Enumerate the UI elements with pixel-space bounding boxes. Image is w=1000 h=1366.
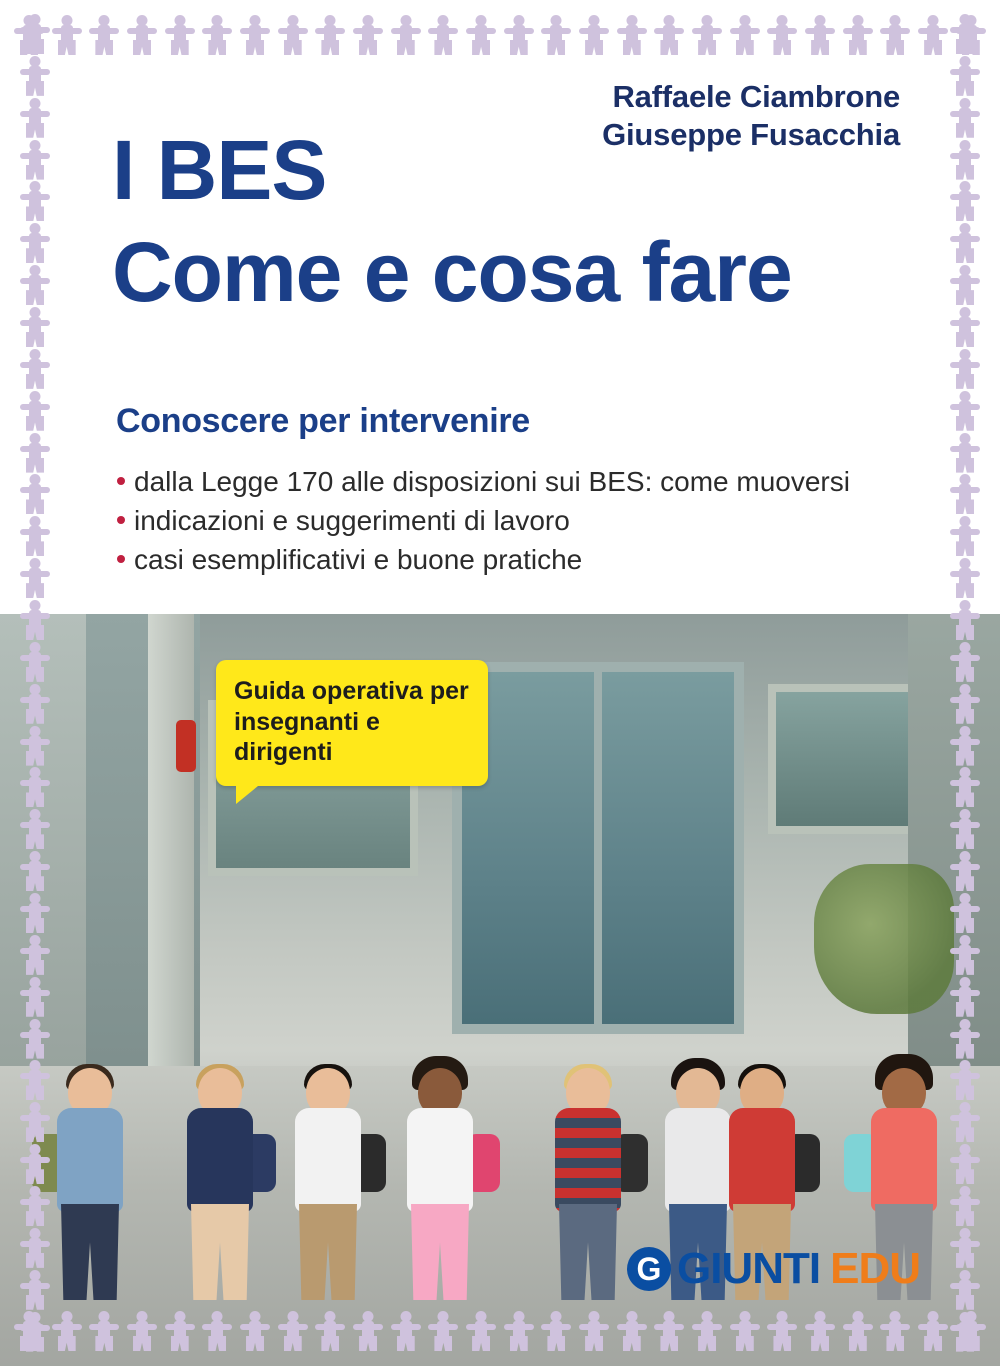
list-item: dalla Legge 170 alle disposizioni sui BES: come muoversi xyxy=(116,463,916,500)
school-entrance-door xyxy=(452,662,744,1034)
callout-line-1: Guida operativa per xyxy=(234,677,469,705)
school-pillar xyxy=(148,614,194,1084)
list-item: indicazioni e suggerimenti di lavoro xyxy=(116,502,916,539)
school-ground xyxy=(0,1066,1000,1366)
torso xyxy=(187,1108,253,1212)
publisher-logo xyxy=(627,1244,920,1294)
foliage xyxy=(814,864,954,1014)
book-subtitle: Conoscere per intervenire xyxy=(116,402,530,440)
author-name-1: Raffaele Ciambrone xyxy=(612,79,900,114)
torso xyxy=(407,1108,473,1212)
school-wall-right xyxy=(908,614,1000,1084)
torso xyxy=(57,1108,123,1212)
callout-badge xyxy=(216,660,488,786)
torso xyxy=(871,1108,937,1212)
torso xyxy=(729,1108,795,1212)
torso xyxy=(665,1108,731,1212)
title-line-2: Come e cosa fare xyxy=(112,225,792,319)
giunti-logo-icon: G xyxy=(627,1247,671,1291)
title-line-1: I BES xyxy=(112,123,327,217)
torso xyxy=(555,1108,621,1212)
fire-extinguisher-icon xyxy=(176,720,196,772)
publisher-name: GIUNTI xyxy=(676,1244,821,1293)
author-name-2: Giuseppe Fusacchia xyxy=(602,117,900,153)
feature-bullet-list xyxy=(116,463,916,581)
list-item: casi esemplificativi e buone pratiche xyxy=(116,541,916,578)
school-window-right xyxy=(768,684,918,834)
school-wall-left-inner xyxy=(0,614,86,1084)
torso xyxy=(295,1108,361,1212)
callout-line-2: insegnanti e dirigenti xyxy=(234,707,380,766)
publisher-imprint: EDU xyxy=(830,1244,920,1293)
cover-text-panel xyxy=(0,0,1000,614)
